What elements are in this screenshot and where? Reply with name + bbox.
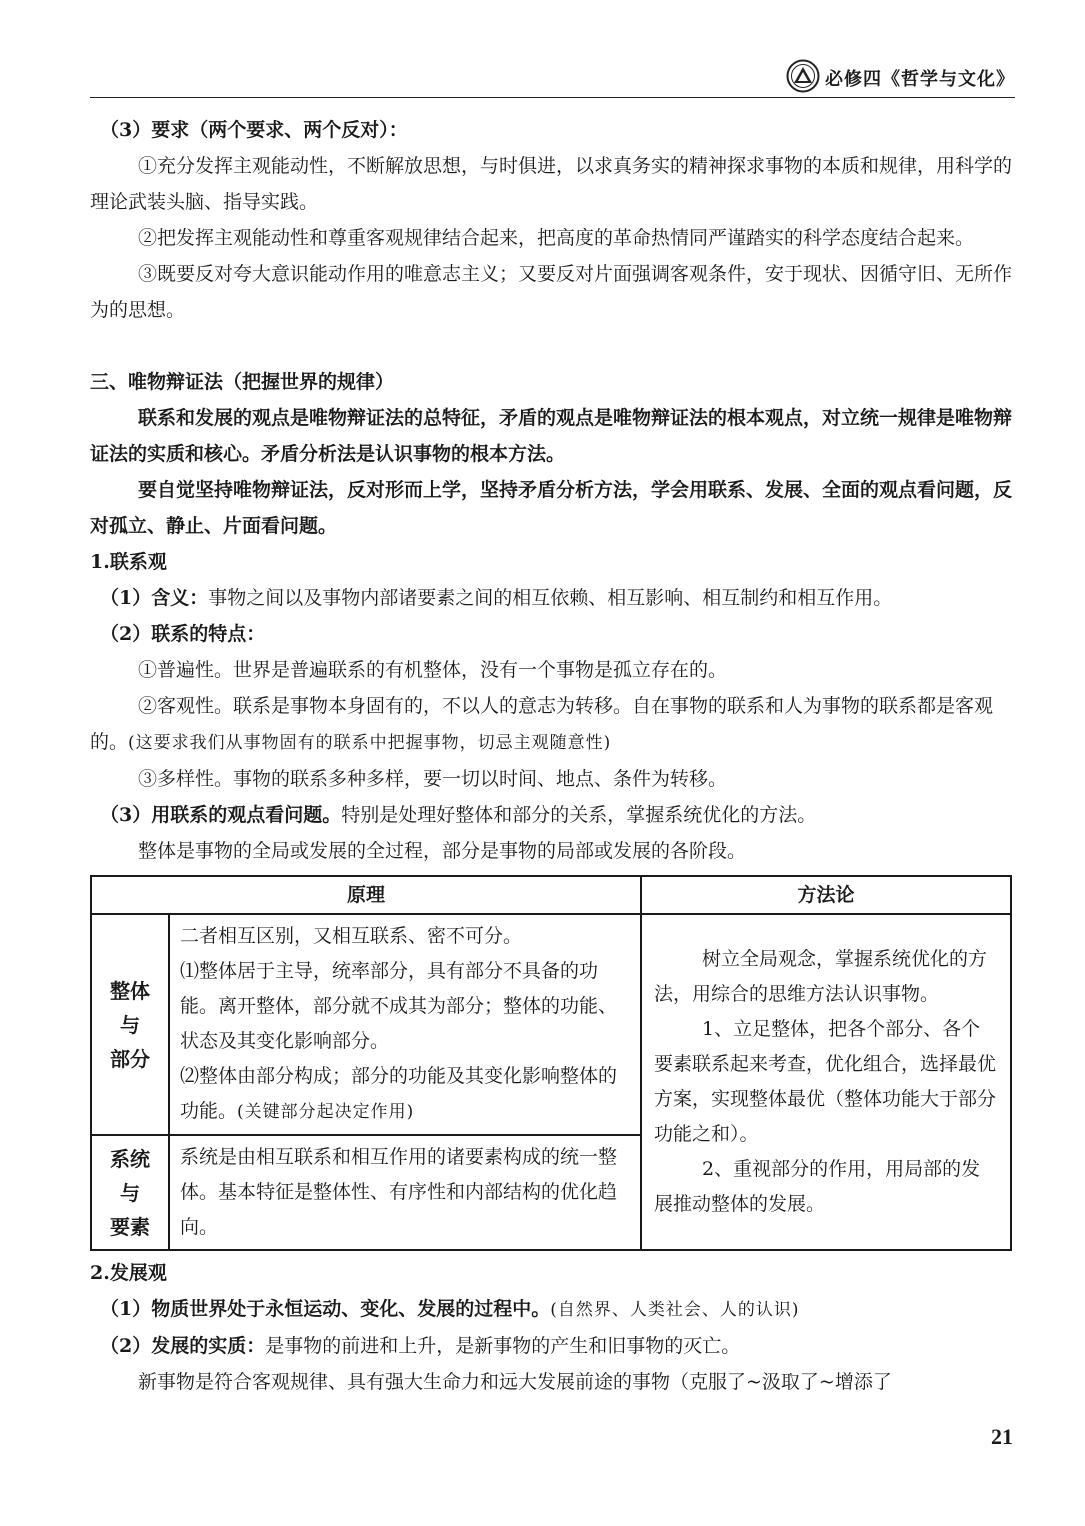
whole-part-definition: 整体是事物的全局或发展的全过程，部分是事物的局部或发展的各阶段。	[138, 840, 747, 862]
objectivity-note: (这要求我们从事物固有的联系中把握事物，切忌主观随意性)	[128, 733, 612, 753]
feature-objectivity	[90, 688, 1015, 761]
publisher-logo-icon	[786, 59, 820, 93]
development-point-2: （2）发展的实质：是事物的前进和上升，是新事物的产生和旧事物的灭亡。	[100, 1335, 741, 1357]
definition-text: 事物之间以及事物内部诸要素之间的相互依赖、相互影响、相互制约和相互作用。	[208, 587, 893, 609]
column-header-principle: 原理	[91, 876, 641, 914]
row-header-whole-part: 整体 与 部分	[91, 914, 169, 1135]
feature-diversity: ③多样性。事物的联系多种多样，要一切以时间、地点、条件为转移。	[138, 768, 728, 790]
dialectics-intro-2: 要自觉坚持唯物辩证法，反对形而上学，坚持矛盾分析方法，学会用联系、发展、全面的观点看问题，反对孤立、静止、片面看问题。	[90, 479, 1013, 537]
requirement-2: ②把发挥主观能动性和尊重客观规律结合起来，把高度的革命热情同严谨踏实的科学态度结合起来。	[138, 227, 975, 249]
subsection-title-connection: 1.联系观	[90, 551, 167, 573]
column-header-methodology: 方法论	[641, 876, 1011, 914]
connection-view-label: （3）用联系的观点看问题。	[100, 804, 342, 826]
connection-definition	[90, 580, 1015, 616]
page-header	[90, 55, 1015, 98]
page-number: 21	[991, 1424, 1013, 1449]
definition-label: （1）含义：	[100, 587, 209, 609]
table-row	[91, 914, 1011, 1135]
requirement-1: ①充分发挥主观能动性，不断解放思想，与时俱进，以求真务实的精神探求事物的本质和规律，用科学的理论武装头脑、指导实践。	[90, 155, 1013, 213]
new-things-definition: 新事物是符合客观规律、具有强大生命力和远大发展前途的事物（克服了~汲取了~增添了	[138, 1371, 892, 1393]
methodology-cell: 树立全局观念，掌握系统优化的方法，用综合的思维方法认识事物。 1、立足整体，把各个部分、各个要素联系起来考查，优化组合，选择最优方案，实现整体最优（整体功能大于部分功能之和）。 2、重视部分的作用，用局部的发展推动整体的发展。	[641, 914, 1011, 1250]
section-title-dialectics: 三、唯物辩证法（把握世界的规律）	[90, 371, 395, 393]
page-content	[90, 112, 1015, 1400]
requirements-heading: （3）要求（两个要求、两个反对）：	[100, 119, 408, 141]
whole-part-table	[90, 875, 1012, 1251]
objectivity-text: ②客观性。联系是事物本身固有的，不以人的意志为转移。自在事物的联系和人为事物的联系都是客观的。	[90, 695, 994, 753]
connection-view-text: 特别是处理好整体和部分的关系，掌握系统优化的方法。	[341, 804, 817, 826]
requirement-3: ③既要反对夸大意识能动作用的唯意志主义；又要反对片面强调客观条件，安于现状、因循守旧、无所作为的思想。	[90, 263, 1013, 321]
book-title: 必修四《哲学与文化》	[825, 69, 1015, 90]
feature-universality: ①普遍性。世界是普遍联系的有机整体，没有一个事物是孤立存在的。	[138, 659, 728, 681]
dialectics-intro-1: 联系和发展的观点是唯物辩证法的总特征，矛盾的观点是唯物辩证法的根本观点，对立统一规律是唯物辩证法的实质和核心。矛盾分析法是认识事物的根本方法。	[90, 407, 1013, 465]
subsection-title-development: 2.发展观	[90, 1262, 167, 1284]
row-header-system-element: 系统 与 要素	[91, 1135, 169, 1250]
connection-features-heading: （2）联系的特点：	[100, 623, 266, 645]
whole-part-principle: 二者相互区别，又相互联系、密不可分。 ⑴整体居于主导，统率部分，具有部分不具备的功能。离开整体，部分就不成其为部分；整体的功能、状态及其变化影响部分。 ⑵整体由部分构成；部分的功能及其变化影响整体的功能。(关键部分起决定作用)	[169, 914, 641, 1135]
system-element-principle: 系统是由相互联系和相互作用的诸要素构成的统一整体。基本特征是整体性、有序性和内部结构的优化趋向。	[169, 1135, 641, 1250]
development-point-1: （1）物质世界处于永恒运动、变化、发展的过程中。(自然界、人类社会、人的认识)	[100, 1298, 800, 1320]
connection-view	[90, 797, 1015, 833]
